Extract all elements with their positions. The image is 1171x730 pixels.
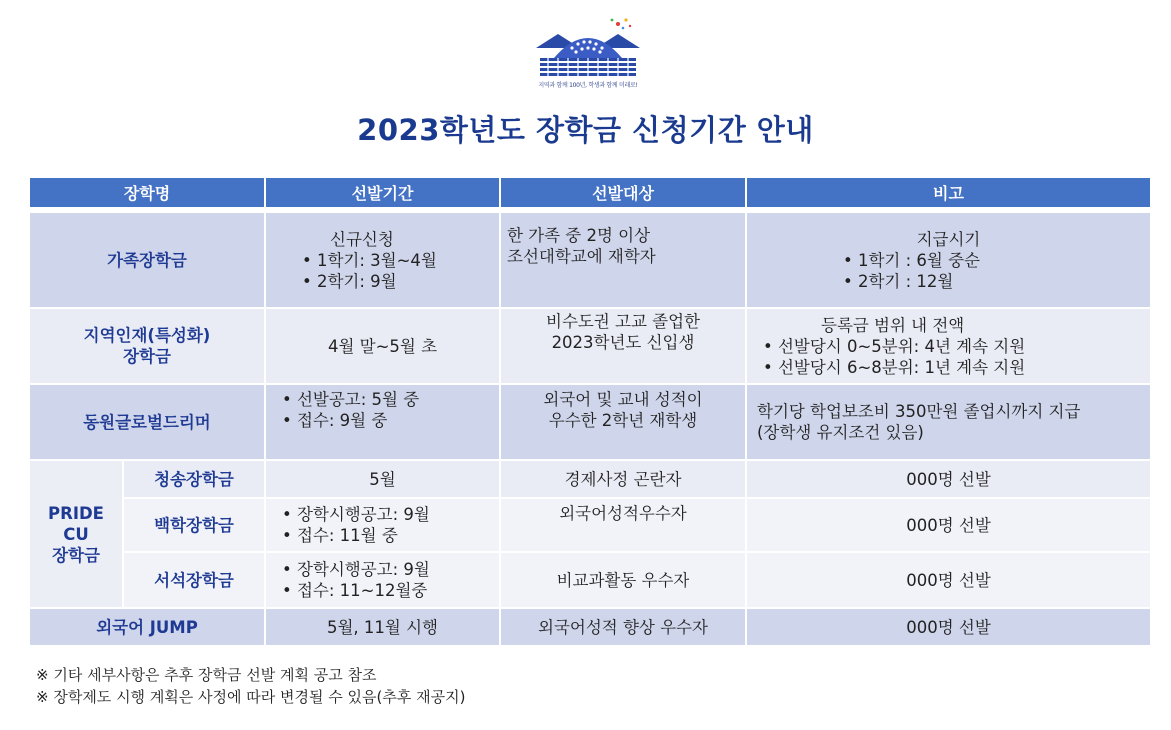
baekhak-target: 외국어성적우수자 <box>501 499 745 551</box>
regional-name <box>30 309 264 383</box>
regional-note-item: • 선발당시 6~8분위: 1년 계속 지원 <box>763 357 1144 378</box>
header-note: 비고 <box>747 178 1150 207</box>
family-period <box>266 213 499 307</box>
table-header-row <box>30 178 1150 207</box>
jump-name: 외국어 JUMP <box>30 609 264 645</box>
scholarship-table <box>28 176 1152 647</box>
regional-name-line: 장학금 <box>123 347 171 366</box>
jump-target: 외국어성적 향상 우수자 <box>501 609 745 645</box>
regional-note <box>747 309 1150 383</box>
header-target: 선발대상 <box>501 178 745 207</box>
family-note <box>747 213 1150 307</box>
regional-target-line: 비수도권 고교 졸업한 <box>546 312 700 331</box>
dongwon-target-line: 우수한 2학년 재학생 <box>548 411 698 430</box>
cheongsong-period: 5월 <box>266 461 499 497</box>
family-note-title: 지급시기 <box>916 229 981 249</box>
footnotes <box>36 664 465 708</box>
baekhak-note: 000명 선발 <box>747 499 1150 551</box>
cheongsong-name: 청송장학금 <box>124 461 264 497</box>
baekhak-period <box>266 499 499 551</box>
baekhak-period-item: • 접수: 11월 중 <box>282 525 493 546</box>
pride-group-line: PRIDE <box>48 503 104 523</box>
regional-target-line: 2023학년도 신입생 <box>551 333 695 352</box>
dongwon-note-line: (장학생 유지조건 있음) <box>757 423 924 442</box>
baekhak-name: 백학장학금 <box>124 499 264 551</box>
table-row <box>30 385 1150 459</box>
header-period: 선발기간 <box>266 178 499 207</box>
regional-name-line: 지역인재(특성화) <box>83 326 211 345</box>
dome-building-icon <box>532 14 644 80</box>
family-target-line: 한 가족 중 2명 이상 <box>507 226 651 245</box>
cheongsong-target: 경제사정 곤란자 <box>501 461 745 497</box>
family-period-title: 신규신청 <box>330 229 394 249</box>
cheongsong-note: 000명 선발 <box>747 461 1150 497</box>
family-note-item: • 2학기 : 12월 <box>843 271 1144 292</box>
university-logo <box>532 14 644 96</box>
pride-group-name <box>30 461 122 607</box>
footnote: ※ 장학제도 시행 계획은 사정에 따라 변경될 수 있음(추후 재공지) <box>36 688 466 706</box>
dongwon-name: 동원글로벌드리머 <box>30 385 264 459</box>
table-row <box>30 553 1150 607</box>
family-name: 가족장학금 <box>30 213 264 307</box>
family-note-item: • 1학기 : 6월 중순 <box>843 250 1144 271</box>
table-row <box>30 309 1150 383</box>
family-target-line: 조선대학교에 재학자 <box>507 247 656 266</box>
dongwon-period-item: • 접수: 9월 중 <box>282 410 493 431</box>
dongwon-note <box>747 385 1150 459</box>
dongwon-period-item: • 선발공고: 5월 중 <box>282 389 493 410</box>
regional-note-item: • 선발당시 0~5분위: 4년 계속 지원 <box>763 336 1144 357</box>
table-row <box>30 213 1150 307</box>
pride-group-line: CU <box>63 524 89 544</box>
pride-group-line: 장학금 <box>52 545 100 565</box>
seoseok-target: 비교과활동 우수자 <box>501 553 745 607</box>
dongwon-period <box>266 385 499 459</box>
logo-slogan: 지역과 함께 100년, 학생과 함께 미래로! <box>538 82 638 89</box>
family-period-item: • 2학기: 9월 <box>302 271 493 292</box>
jump-period: 5월, 11월 시행 <box>266 609 499 645</box>
dongwon-target-line: 외국어 및 교내 성적이 <box>543 390 703 409</box>
seoseok-period <box>266 553 499 607</box>
seoseok-period-item: • 장학시행공고: 9월 <box>282 559 493 580</box>
table-row <box>30 609 1150 645</box>
family-period-item: • 1학기: 3월~4월 <box>302 250 493 271</box>
family-target <box>501 213 745 307</box>
regional-period: 4월 말~5월 초 <box>266 309 499 383</box>
dongwon-note-line: 학기당 학업보조비 350만원 졸업시까지 지급 <box>757 402 1081 421</box>
seoseok-note: 000명 선발 <box>747 553 1150 607</box>
table-row <box>30 499 1150 551</box>
firework-icon <box>611 18 632 29</box>
dongwon-target <box>501 385 745 459</box>
header-name: 장학명 <box>30 178 264 207</box>
table-row <box>30 461 1150 497</box>
regional-note-title: 등록금 범위 내 전액 <box>821 315 965 335</box>
footnote: ※ 기타 세부사항은 추후 장학금 선발 계획 공고 참조 <box>36 666 377 684</box>
seoseok-name: 서석장학금 <box>124 553 264 607</box>
jump-note: 000명 선발 <box>747 609 1150 645</box>
page-title: 2023학년도 장학금 신청기간 안내 <box>357 113 814 147</box>
regional-target <box>501 309 745 383</box>
baekhak-period-item: • 장학시행공고: 9월 <box>282 504 493 525</box>
seoseok-period-item: • 접수: 11~12월중 <box>282 580 493 601</box>
